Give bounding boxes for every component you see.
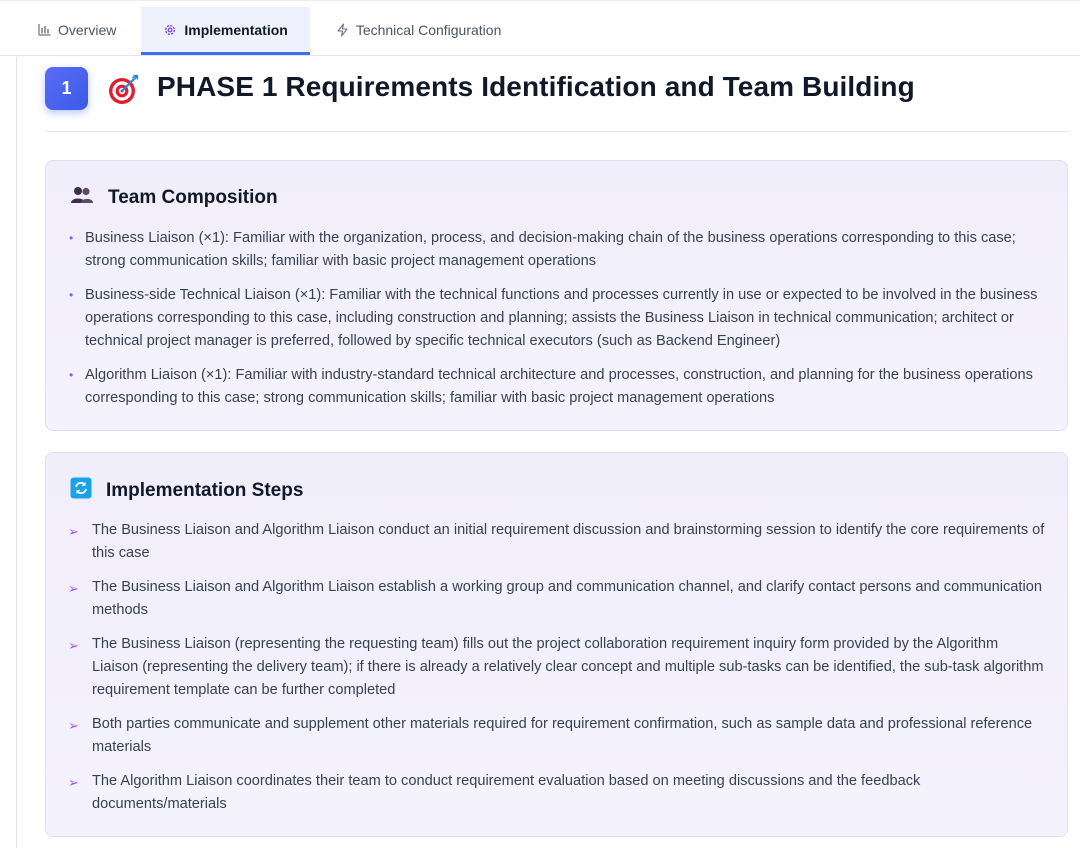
refresh-icon (70, 477, 92, 504)
bullet-icon: • (69, 231, 74, 245)
bar-chart-icon (38, 23, 51, 36)
card-header (70, 477, 303, 504)
tab-label: Overview (58, 21, 117, 38)
list-item: • Business-side Technical Liaison (×1): Familiar with the technical functions and processes currently in use or expected to be involved in the business operations corresponding to this case, including construction and planning; assists the Business Liaison in technical communication; architect or technical project manager is preferred, followed by specific technical executors (such as Backend Engineer) (68, 284, 1045, 353)
arrow-bullet-icon: ➢ (68, 718, 79, 733)
gear-icon (163, 23, 177, 37)
tabs (0, 7, 523, 57)
phase-number-badge: 1 (45, 67, 88, 110)
card-title: Implementation Steps (106, 479, 304, 501)
people-icon (70, 185, 94, 210)
phase-header (45, 66, 1068, 132)
tab-label: Implementation (184, 21, 288, 38)
lightning-icon (336, 23, 349, 37)
team-composition-card (45, 160, 1068, 431)
list-item: ➢ Both parties communicate and supplement other materials required for requirement confirmation, such as sample data and professional reference materials (68, 716, 1033, 755)
left-divider (16, 57, 17, 848)
bullet-icon: • (69, 288, 74, 302)
tab-implementation[interactable] (141, 7, 309, 55)
team-list (68, 227, 1045, 421)
tab-technical-configuration[interactable] (310, 7, 524, 55)
implementation-steps-card (45, 452, 1068, 837)
list-item: ➢ The Algorithm Liaison coordinates their team to conduct requirement evaluation based on meeting discussions and the feedback documents/materials (68, 773, 921, 812)
list-item: ➢ The Business Liaison and Algorithm Liaison establish a working group and communication channel, and clarify contact persons and communication methods (68, 579, 1042, 618)
card-header (70, 185, 278, 210)
tab-label: Technical Configuration (355, 21, 502, 38)
list-item: • Algorithm Liaison (×1): Familiar with industry-standard technical architecture and processes, construction, and planning for the business operations corresponding to this case; strong communication skills; familiar with basic project management operations (68, 364, 1045, 410)
arrow-bullet-icon: ➢ (68, 581, 79, 596)
phase-title: PHASE 1 Requirements Identification and Team Building (157, 71, 915, 102)
tab-bar (0, 0, 1080, 56)
list-item: ➢ The Business Liaison and Algorithm Liaison conduct an initial requirement discussion and brainstorming session to identify the core requirements of this case (68, 522, 1045, 561)
card-title: Team Composition (108, 186, 278, 208)
tab-overview[interactable] (0, 7, 141, 55)
bullet-icon: • (69, 368, 74, 382)
arrow-bullet-icon: ➢ (68, 638, 79, 653)
list-item: ➢ The Business Liaison (representing the requesting team) fills out the project collaboration requirement inquiry form provided by the Algorithm Liaison (representing the delivery team); if there is already a relatively clear concept and multiple sub-tasks can be identified, the sub-task algorithm requirement template can be further completed (68, 636, 1044, 698)
list-item: • Business Liaison (×1): Familiar with the organization, process, and decision-making chain of the business operations corresponding to this case; strong communication skills; familiar with basic project management operations (68, 227, 1045, 273)
steps-list (68, 519, 1045, 827)
arrow-bullet-icon: ➢ (68, 775, 79, 790)
target-icon (107, 72, 141, 111)
arrow-bullet-icon: ➢ (68, 524, 79, 539)
